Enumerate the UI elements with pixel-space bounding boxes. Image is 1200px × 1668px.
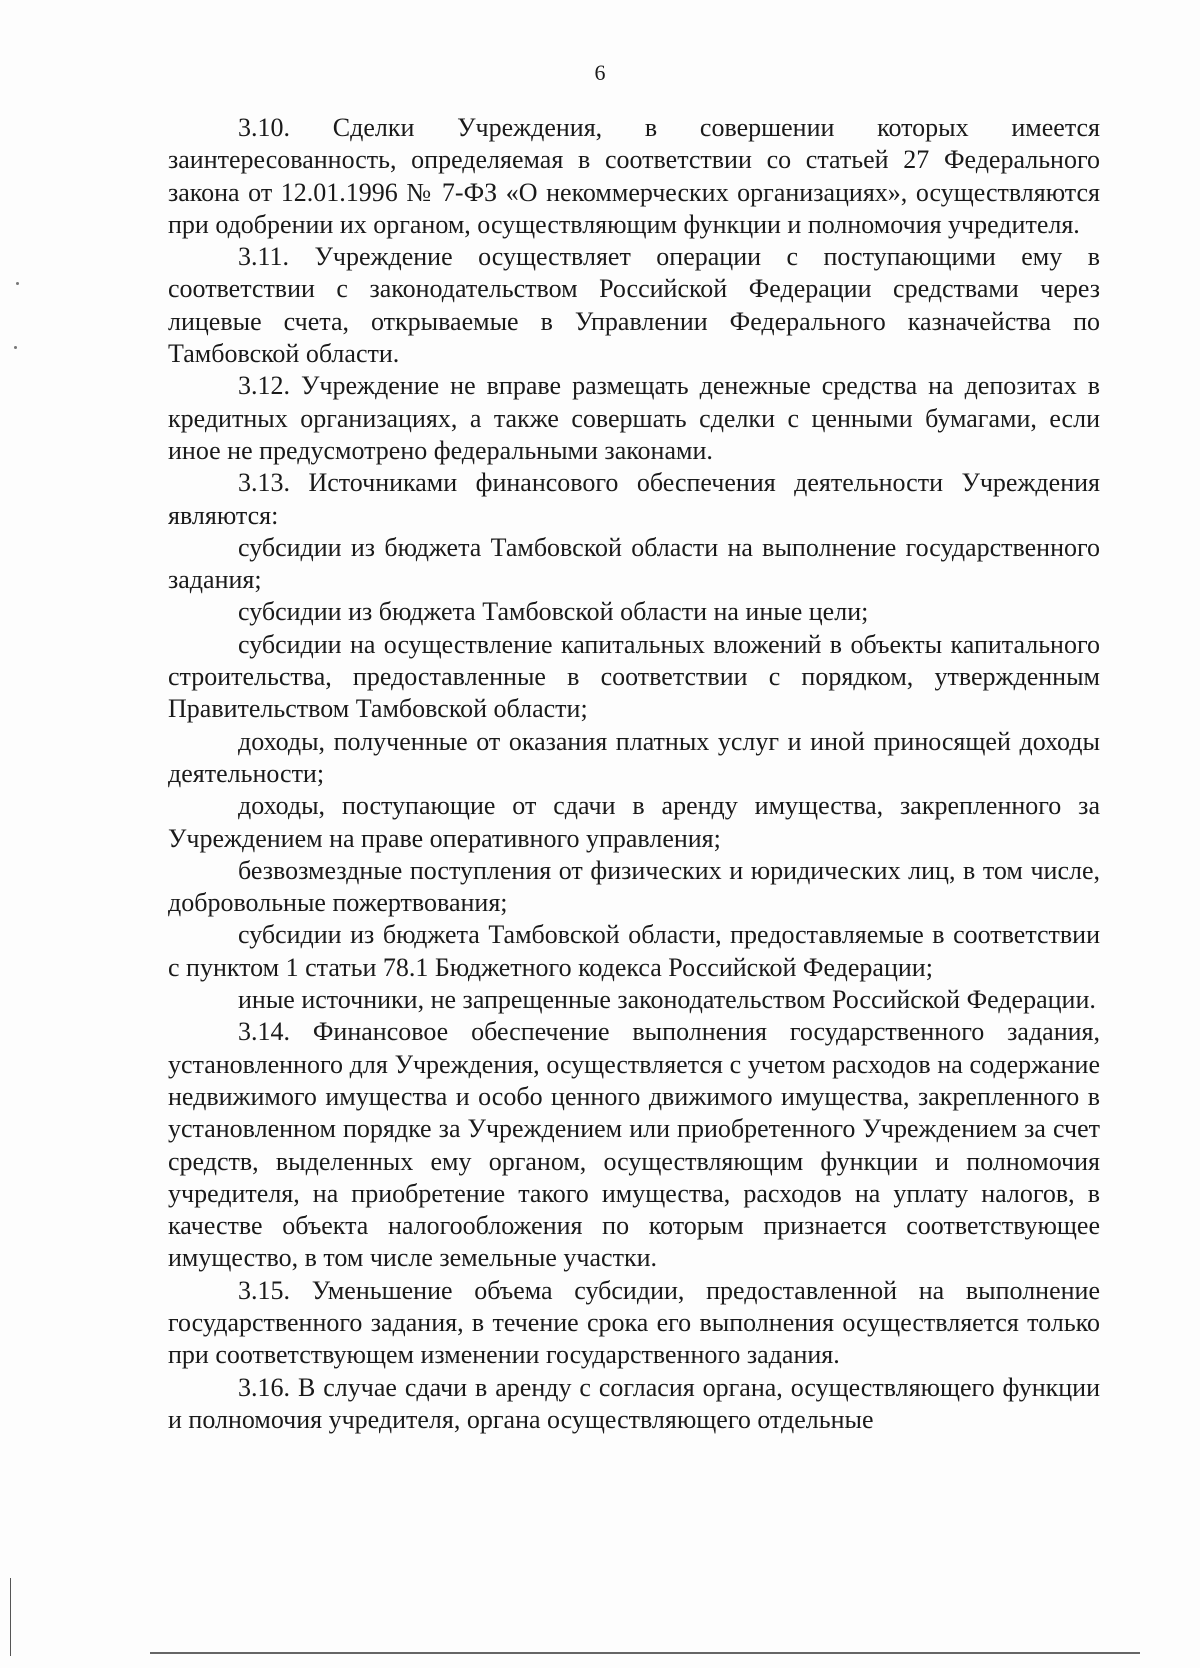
funding-source-item: иные источники, не запрещенные законодательством Российской Федерации. xyxy=(238,985,1096,1015)
scan-speck xyxy=(16,282,19,285)
document-body xyxy=(168,112,1100,1436)
paragraph-3-14: 3.14. Финансовое обеспечение выполнения государственного задания, установленного для Учреждения, осуществляется с учетом расходов на содержание недвижимого имущества и особо ценного движимого имущества, закрепленного в установленном порядке за Учреждением или приобретенного Учреждением за счет средств, выделенных ему органом, осуществляющим функции и полномочия учредителя, на приобретение такого имущества, расходов на уплату налогов, в качестве объекта налогообложения по которым признается соответствующее имущество, в том числе земельные участки. xyxy=(168,1017,1100,1273)
paragraph-3-13: 3.13. Источниками финансового обеспечения деятельности Учреждения являются: xyxy=(168,468,1100,530)
funding-source-item: субсидии из бюджета Тамбовской области на выполнение государственного задания; xyxy=(168,532,1100,595)
funding-source-item: доходы, поступающие от сдачи в аренду имущества, закрепленного за Учреждением на праве оперативного управления; xyxy=(168,791,1100,853)
funding-source-item: доходы, полученные от оказания платных услуг и иной приносящей доходы деятельности; xyxy=(168,726,1100,788)
funding-source-item: субсидии на осуществление капитальных вложений в объекты капитального строительства, предоставленные в соответствии с порядком, утвержденным Правительством Тамбовской области; xyxy=(168,629,1100,724)
funding-source-item: безвозмездные поступления от физических и юридических лиц, в том числе, добровольные пожертвования; xyxy=(168,855,1100,918)
funding-source-item: субсидии из бюджета Тамбовской области на иные цели; xyxy=(238,597,869,627)
paragraph-3-11: 3.11. Учреждение осуществляет операции с поступающими ему в соответствии с законодательством Российской Федерации средствами через лицевые счета, открываемые в Управлении Федерального казначейства по Тамбовской области. xyxy=(168,242,1100,369)
paragraph-3-10: 3.10. Сделки Учреждения, в совершении которых имеется заинтересованность, определяемая в соответствии со статьей 27 Федерального закона от 12.01.1996 № 7-ФЗ «О некоммерческих организациях», осуществляются при одобрении их органом, осуществляющим функции и полномочия учредителя. xyxy=(168,113,1100,239)
funding-source-item: субсидии из бюджета Тамбовской области, предоставляемые в соответствии с пунктом 1 статьи 78.1 Бюджетного кодекса Российской Федерации; xyxy=(168,920,1100,982)
scan-edge-line xyxy=(10,1578,11,1656)
paragraph-3-15: 3.15. Уменьшение объема субсидии, предоставленной на выполнение государственного задания, в течение срока его выполнения осуществляется только при соответствующем изменении государственного задания. xyxy=(168,1275,1100,1370)
page-number: 6 xyxy=(594,60,606,85)
scan-speck xyxy=(14,346,17,349)
scan-edge-line xyxy=(150,1652,1140,1654)
paragraph-3-12: 3.12. Учреждение не вправе размещать денежные средства на депозитах в кредитных организациях, а также совершать сделки с ценными бумагами, если иное не предусмотрено федеральными законами. xyxy=(168,371,1100,465)
paragraph-3-16: 3.16. В случае сдачи в аренду с согласия органа, осуществляющего функции и полномочия учредителя, органа осуществляющего отдельные xyxy=(168,1372,1100,1434)
